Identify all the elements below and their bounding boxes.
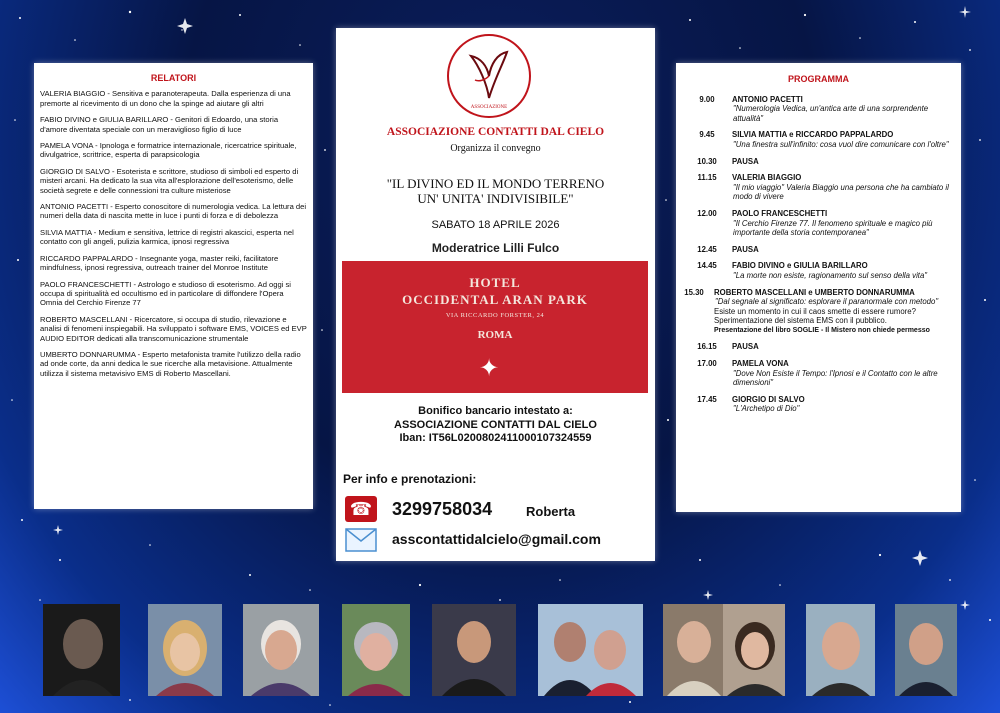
relatori-panel [34, 63, 313, 509]
speaker: PAMELA VONA [732, 359, 789, 369]
mail-icon [345, 528, 377, 552]
relatore-name: ROBERTO MASCELLANI [40, 314, 128, 324]
speaker: ROBERTO MASCELLANI e UMBERTO DONNARUMMA [714, 287, 915, 297]
bank-info [336, 405, 655, 446]
speaker-photo [243, 604, 319, 696]
relatore-item [40, 254, 307, 273]
talk-desc: "Il Cerchio Firenze 77. Il fenomeno spirituale e magico più importante della storia contemporanea" [733, 218, 933, 238]
speaker: VALERIA BIAGGIO [732, 173, 802, 183]
relatore-item [40, 141, 307, 160]
hotel-city: ROMA [477, 329, 513, 341]
time: 11.15 [697, 173, 717, 183]
relatore-item [40, 315, 307, 343]
hotel-label: HOTEL [469, 275, 521, 290]
event-date: SABATO 18 APRILE 2026 [431, 219, 560, 231]
relatore-desc: - Medium e sensitiva, lettrice di registri akascici, esperta nel contatto con gli angeli, pulizia karmica, ipnosi regressiva [40, 227, 294, 247]
bank-line1: Bonifico bancario intestato a: [418, 405, 573, 417]
programma-item [682, 95, 955, 124]
time: 12.00 [697, 208, 717, 218]
talk-extra: Sperimentazione del sistema EMS con il pubblico. [714, 316, 887, 326]
speaker-photo [538, 604, 643, 696]
relatore-item [40, 202, 307, 221]
time: 14.45 [697, 261, 717, 271]
programma-item [682, 342, 955, 352]
time: 12.45 [697, 244, 717, 254]
speaker: PAUSA [732, 156, 759, 166]
programma-item [682, 245, 955, 255]
event-title [356, 176, 635, 206]
relatore-desc: - Esperto metafonista tramite l'utilizzo della radio ad onde corte, da anni dedica le sue ricerche alla metavisione. Attualmente utilizza il sistema metavisivo EMS di Roberto Mascellani. [40, 349, 301, 378]
relatore-name: SILVIA MATTIA [40, 227, 92, 237]
talk-extra: Presentazione del libro SOGLIE - Il Mistero non chiede permesso [714, 326, 930, 334]
relatore-item [40, 280, 307, 308]
time: 17.45 [697, 394, 717, 404]
speaker-photo [806, 604, 875, 696]
programma-item [682, 130, 955, 149]
talk-desc: "Numerologia Vedica, un'antica arte di una sorprendente attualità" [733, 104, 929, 123]
speaker: SILVIA MATTIA e RICCARDO PAPPALARDO [732, 130, 894, 140]
relatore-name: PAOLO FRANCESCHETTI [40, 279, 132, 289]
programma-item [682, 173, 955, 202]
relatore-desc: - Ricercatore, si occupa di studio, rilevazione e analisi di fenomeni inspiegabili. Ha sviluppato i software EMS, VOICES ed EVP AUDIO EDITOR dedicati alla transcomunicazione strumentale [40, 314, 307, 343]
talk-desc: "Dal segnale al significato: esplorare il paranormale con metodo" [715, 297, 939, 307]
relatore-name: RICCARDO PAPPALARDO [40, 253, 133, 263]
event-title-line1: "IL DIVINO ED IL MONDO TERRENO [386, 176, 605, 191]
butterfly-icon [449, 36, 529, 116]
speaker: PAOLO FRANCESCHETTI [732, 208, 828, 218]
programma-item [682, 209, 955, 238]
speaker-photo [342, 604, 410, 696]
relatore-desc: - Esoterista e scrittore, studioso di simboli ed esperto di misteri arcani. Ha dedicato la sua vita all'esplorazione dell'esoterismo, delle società segrete e delle connessioni tra culture misteriose [40, 166, 299, 195]
speaker-photo [432, 604, 516, 696]
talk-desc: "L'Archetipo di Dio" [733, 404, 800, 414]
speaker: FABIO DIVINO e GIULIA BARILLARO [732, 261, 868, 271]
programma-item [682, 261, 955, 280]
info-label: Per info e prenotazioni: [343, 472, 477, 486]
phone-number[interactable]: 3299758034 [392, 499, 493, 519]
association-logo [447, 34, 531, 118]
relatore-item [40, 350, 307, 378]
phone-contact-name: Roberta [526, 504, 576, 519]
relatore-name: VALERIA BIAGGIO [40, 89, 106, 99]
association-name: ASSOCIAZIONE CONTATTI DAL CIELO [386, 126, 605, 138]
speaker-photo [895, 604, 957, 696]
programma-item [682, 395, 955, 414]
svg-text:ASSOCIAZIONE: ASSOCIAZIONE [470, 105, 508, 110]
programma-item [682, 359, 955, 388]
email-link[interactable]: asscontattidalcielo@gmail.com [392, 531, 601, 547]
speaker: GIORGIO DI SALVO [732, 394, 805, 404]
speaker-photo [148, 604, 222, 696]
organizza-label: Organizza il convegno [450, 143, 541, 154]
time: 10.30 [697, 156, 717, 166]
programma-title: PROGRAMMA [788, 74, 849, 84]
speaker-photo [43, 604, 120, 696]
relatore-name: UMBERTO DONNARUMMA [40, 349, 136, 359]
speaker: PAUSA [732, 342, 759, 352]
relatore-desc: - Ipnologa e formatrice internazionale, ricercatrice spirituale, divulgatrice, scrittrice, esperta di parapsicologia [40, 141, 297, 160]
relatore-desc: - Astrologo e studioso di esoterismo. Ad oggi si occupa di spiritualità ed occultismo ed in particolare di diffondere l'Opera Omnia del Cerchio Firenze 77 [40, 279, 291, 308]
relatore-name: PAMELA VONA [40, 141, 94, 151]
relatore-desc: - Insegnante yoga, master reiki, facilitatore mindfulness, ipnosi regressiva, outreach trainer del Monroe Institute [40, 253, 279, 273]
speaker: ANTONIO PACETTI [732, 94, 803, 104]
event-title-line2: UN' UNITA' INDIVISIBILE" [417, 191, 574, 206]
talk-desc: "Il mio viaggio" Valeria Biaggio una persona che ha cambiato il modo di vivere [733, 182, 949, 202]
relatore-name: GIORGIO DI SALVO [40, 166, 110, 176]
relatore-desc: - Esperto conoscitore di numerologia vedica. La lettura dei numeri della data di nascita mette in luce i punti di forza e di debolezza [40, 202, 307, 221]
speaker: PAUSA [732, 244, 759, 254]
relatore-item [40, 115, 307, 134]
talk-extra: Esiste un momento in cui il caos smette di essere rumore? [714, 306, 916, 316]
time: 9.00 [699, 94, 715, 104]
hotel-banner [342, 261, 648, 393]
time: 15.30 [684, 287, 704, 297]
relatore-desc: - Genitori di Edoardo, una storia d'amore diventata speciale con un meraviglioso figlio di luce [40, 115, 279, 134]
moderatrice: Moderatrice Lilli Fulco [431, 241, 560, 255]
time: 17.00 [697, 359, 717, 369]
time: 16.15 [697, 342, 717, 352]
programma-item [682, 157, 955, 167]
talk-desc: "Una finestra sull'infinito: cosa vuol dire comunicare con l'oltre" [733, 139, 949, 149]
relatore-name: FABIO DIVINO e GIULIA BARILLARO [40, 115, 169, 125]
talk-desc: "Dove Non Esiste il Tempo: l'Ipnosi e il Contatto con le altre dimensioni" [733, 368, 938, 388]
time: 9.45 [699, 130, 715, 140]
center-flyer-panel [336, 28, 655, 561]
speaker-photo [663, 604, 785, 696]
relatore-item [40, 228, 307, 247]
hotel-address: VIA RICCARDO FORSTER, 24 [445, 312, 545, 319]
programma-item [674, 288, 959, 336]
relatore-name: ANTONIO PACETTI [40, 202, 109, 212]
programma-panel [676, 63, 961, 512]
star-icon: ✦ [479, 356, 500, 382]
talk-desc: "La morte non esiste, ragionamento sul senso della vita" [733, 270, 928, 280]
bank-line2: ASSOCIAZIONE CONTATTI DAL CIELO [394, 418, 597, 431]
relatore-item [40, 89, 307, 108]
bank-iban: Iban: IT56L0200802411000107324559 [399, 432, 592, 444]
hotel-name: OCCIDENTAL ARAN PARK [402, 292, 588, 307]
relatore-desc: - Sensitiva e paranoterapeuta. Dalla esperienza di una premorte al ricevimento di un dono che la spinge ad aiutare gli altri [40, 89, 291, 108]
relatori-title: RELATORI [150, 73, 197, 83]
relatore-item [40, 167, 307, 195]
phone-icon: ☎ [345, 496, 377, 522]
